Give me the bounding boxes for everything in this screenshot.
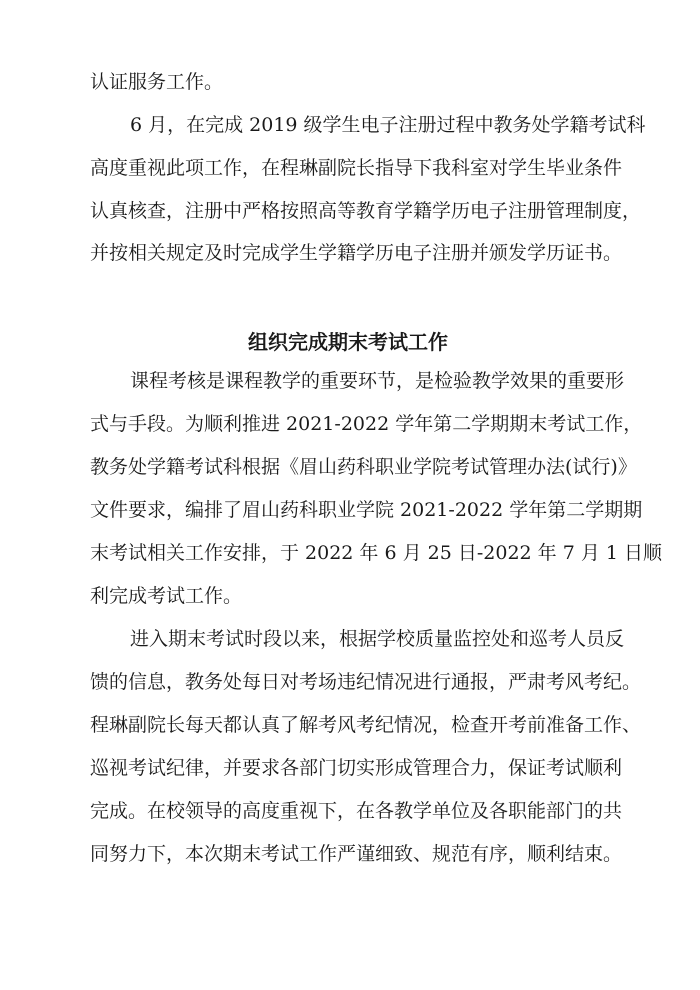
text-line: 式与手段。为顺利推进 2021-2022 学年第二学期期末考试工作， — [90, 413, 643, 435]
text-line: 巡视考试纪律，并要求各部门切实形成管理合力，保证考试顺利 — [90, 757, 623, 779]
text-line: 并按相关规定及时完成学生学籍学历电子注册并颁发学历证书。 — [90, 242, 623, 264]
section-heading: 组织完成期末考试工作 — [248, 330, 448, 354]
text-line: 利完成考试工作。 — [90, 585, 243, 607]
text-line: 文件要求，编排了眉山药科职业学院 2021-2022 学年第二学期期 — [90, 499, 643, 521]
text-line: 进入期末考试时段以来，根据学校质量监控处和巡考人员反 — [130, 628, 625, 650]
text-line: 高度重视此项工作，在程琳副院长指导下我科室对学生毕业条件 — [90, 157, 623, 179]
text-line: 同努力下，本次期末考试工作严谨细致、规范有序，顺利结束。 — [90, 843, 623, 865]
text-line: 教务处学籍考试科根据《眉山药科职业学院考试管理办法(试行)》 — [90, 456, 637, 478]
text-line: 6 月，在完成 2019 级学生电子注册过程中教务处学籍考试科 — [130, 114, 646, 136]
text-line: 课程考核是课程教学的重要环节，是检验教学效果的重要形 — [130, 370, 625, 392]
text-line: 认证服务工作。 — [90, 71, 224, 93]
text-line: 完成。在校领导的高度重视下，在各教学单位及各职能部门的共 — [90, 800, 623, 822]
text-line: 程琳副院长每天都认真了解考风考纪情况，检查开考前准备工作、 — [90, 714, 642, 736]
text-line: 末考试相关工作安排，于 2022 年 6 月 25 日-2022 年 7 月 1 日顺 — [90, 542, 663, 564]
text-line: 认真核查，注册中严格按照高等教育学籍学历电子注册管理制度， — [90, 200, 642, 222]
text-line: 馈的信息，教务处每日对考场违纪情况进行通报，严肃考风考纪。 — [90, 671, 642, 693]
